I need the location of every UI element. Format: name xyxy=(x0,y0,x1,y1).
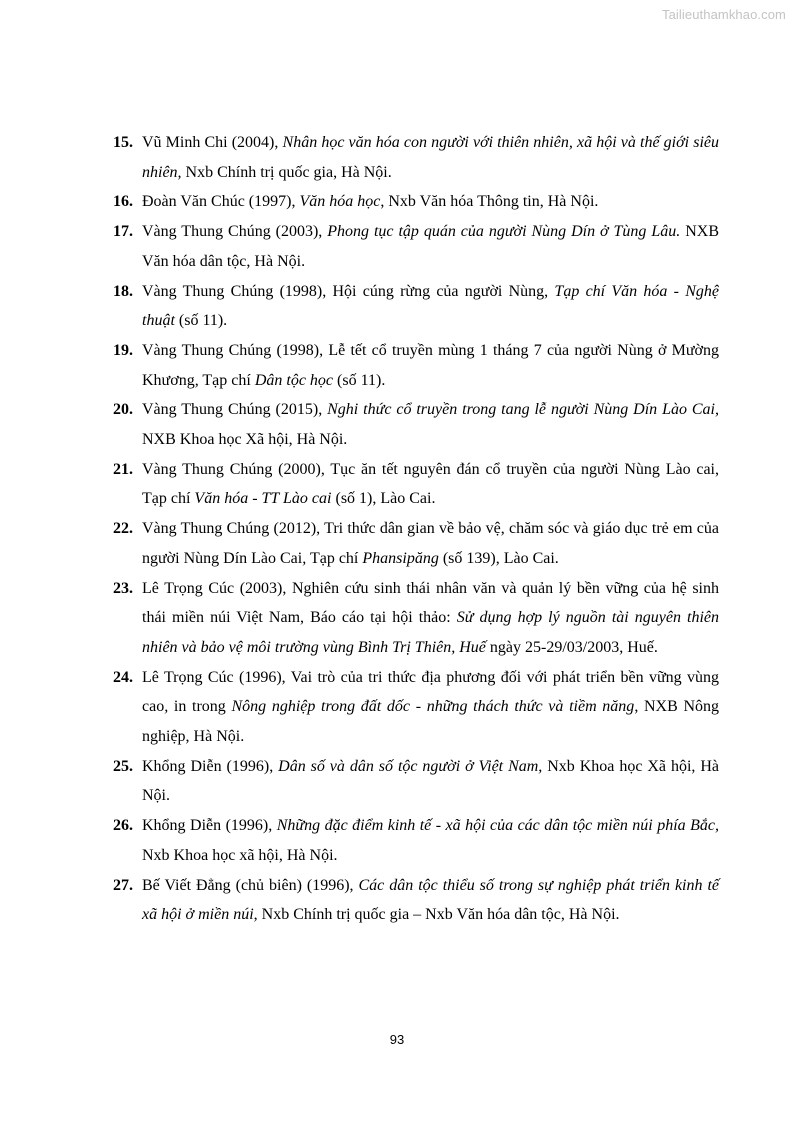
reference-text: Khổng Diễn (1996), xyxy=(142,817,277,835)
reference-text: NXB Khoa học Xã hội, Hà Nội. xyxy=(142,431,348,449)
reference-item xyxy=(113,128,719,187)
reference-number: 20. xyxy=(113,401,133,419)
reference-title-italic: Dân tộc học xyxy=(254,371,334,389)
reference-number: 27. xyxy=(113,876,133,894)
reference-text: ngày 25-29/03/2003, Huế. xyxy=(485,638,658,656)
reference-text: , Nxb Chính trị quốc gia – Nxb Văn hóa dân tộc, Hà Nội. xyxy=(253,906,620,924)
reference-text: Tạp chí xyxy=(198,371,255,389)
reference-text: Bế Viết Đẳng (chủ biên) (1996), xyxy=(142,876,359,894)
reference-text: Nxb Chính trị quốc gia, Hà Nội. xyxy=(181,163,392,181)
reference-text: in trong xyxy=(168,698,232,716)
reference-item xyxy=(113,455,719,514)
reference-text: Vàng Thung Chúng (1998), Hội cúng rừng của người Nùng, xyxy=(142,282,555,300)
reference-item xyxy=(113,752,719,811)
reference-text: Vũ Minh Chi (2004), xyxy=(142,134,283,151)
reference-text: (số 11). xyxy=(174,312,228,330)
reference-text: Nxb Khoa học xã hội, Hà Nội. xyxy=(142,846,338,864)
reference-title-italic: Nghi thức cổ truyền trong tang lễ người Nùng Dín Lào Cai, xyxy=(327,401,719,419)
reference-item xyxy=(113,336,719,395)
reference-title-italic: Sử dụng hợp lý nguồn tài nguyên thiên nhiên và bảo vệ môi trường vùng Bình Trị Thiên, Huế xyxy=(142,609,720,656)
reference-number: 21. xyxy=(113,460,133,478)
reference-number: 22. xyxy=(113,520,133,538)
page-number: 93 xyxy=(389,1032,405,1047)
reference-item xyxy=(113,277,719,336)
reference-item xyxy=(113,574,719,663)
reference-text: Đoàn Văn Chúc (1997), xyxy=(142,193,300,211)
reference-text: Khổng Diễn (1996), xyxy=(142,757,279,775)
reference-text: , NXB Nông nghiệp, Hà Nội. xyxy=(142,698,720,746)
reference-number: 16. xyxy=(113,193,133,211)
reference-text: Vàng Thung Chúng (2012), Tri thức dân gian về bảo vệ, chăm sóc và giáo dục trẻ em của người Nùng Dín Lào Cai xyxy=(142,520,719,567)
reference-title-italic: Phong tục tập quán của người Nùng Dín ở Tùng Lâu. xyxy=(327,223,681,241)
reference-text: Vàng Thung Chúng (1998), Lễ tết cổ truyền mùng 1 tháng 7 của người Nùng ở Mường Khương xyxy=(142,341,719,389)
reference-title-italic: Các dân tộc thiểu số trong sự nghiệp phát triển kinh tế xã hội ở miền núi xyxy=(142,876,720,924)
reference-title-italic: Phansipăng xyxy=(362,549,439,567)
reference-text: Lê Trọng Cúc (1996), Vai trò của tri thức địa phương đối với phát triển bền vững vùng cao xyxy=(142,668,719,716)
reference-title-italic: Văn hóa học xyxy=(299,193,381,211)
reference-item xyxy=(113,663,719,752)
reference-title-italic: Nhân học văn hóa con người với thiên nhiên, xã hội và thế giới siêu nhiên, xyxy=(142,134,720,181)
reference-text: (số 1), Lào Cai. xyxy=(331,490,436,508)
reference-number: 26. xyxy=(113,817,133,835)
reference-number: 18. xyxy=(113,282,133,300)
reference-text: Lê Trọng Cúc (2003), Nghiên cứu sinh thái nhân văn và quản lý bền vững của hệ sinh thái miền núi Việt Nam, Báo cáo tại hội thảo: xyxy=(142,579,719,627)
reference-number: 15. xyxy=(113,134,133,151)
reference-title-italic: Nông nghiệp trong đất dốc - những thách thức và tiềm năng xyxy=(231,698,635,716)
reference-title-italic: , xyxy=(302,549,307,567)
reference-title-italic: Tạp chí Văn hóa - Nghệ thuật xyxy=(142,282,719,330)
reference-text: Nxb Khoa học Xã hội, Hà Nội. xyxy=(142,757,719,805)
reference-item xyxy=(113,811,719,870)
reference-text: NXB Văn hóa dân tộc, Hà Nội. xyxy=(142,223,720,270)
reference-title-italic: Những đặc điểm kinh tế - xã hội của các dân tộc miền núi phía Bắc, xyxy=(276,817,719,835)
reference-item xyxy=(113,217,719,276)
reference-text: Tạp chí xyxy=(306,549,363,567)
reference-item xyxy=(113,871,719,930)
reference-item xyxy=(113,187,719,217)
reference-text: Vàng Thung Chúng (2000), Tục ăn tết nguyên đán cổ truyền của người Nùng Lào cai, Tạp chí xyxy=(142,460,719,508)
reference-number: 23. xyxy=(113,579,133,597)
reference-title-italic: Dân số và dân số tộc người ở Việt Nam, xyxy=(278,757,543,775)
reference-text: Vàng Thung Chúng (2003), xyxy=(142,223,328,241)
watermark: Tailieuthamkhao.com xyxy=(661,7,786,22)
reference-text: Vàng Thung Chúng (2015), xyxy=(142,401,328,419)
reference-text: (số 139), Lào Cai. xyxy=(438,549,559,567)
reference-number: 19. xyxy=(113,341,133,359)
reference-number: 17. xyxy=(113,223,133,241)
reference-text: (số 11). xyxy=(333,371,386,389)
reference-list xyxy=(113,128,719,930)
reference-title-italic: Văn hóa - TT Lào cai xyxy=(194,490,332,508)
reference-number: 25. xyxy=(113,757,133,775)
reference-item xyxy=(113,395,719,454)
reference-title-italic: , xyxy=(194,371,199,389)
reference-item xyxy=(113,514,719,573)
reference-text: , Nxb Văn hóa Thông tin, Hà Nội. xyxy=(380,193,599,211)
reference-title-italic: , xyxy=(164,698,169,716)
reference-number: 24. xyxy=(113,668,133,686)
